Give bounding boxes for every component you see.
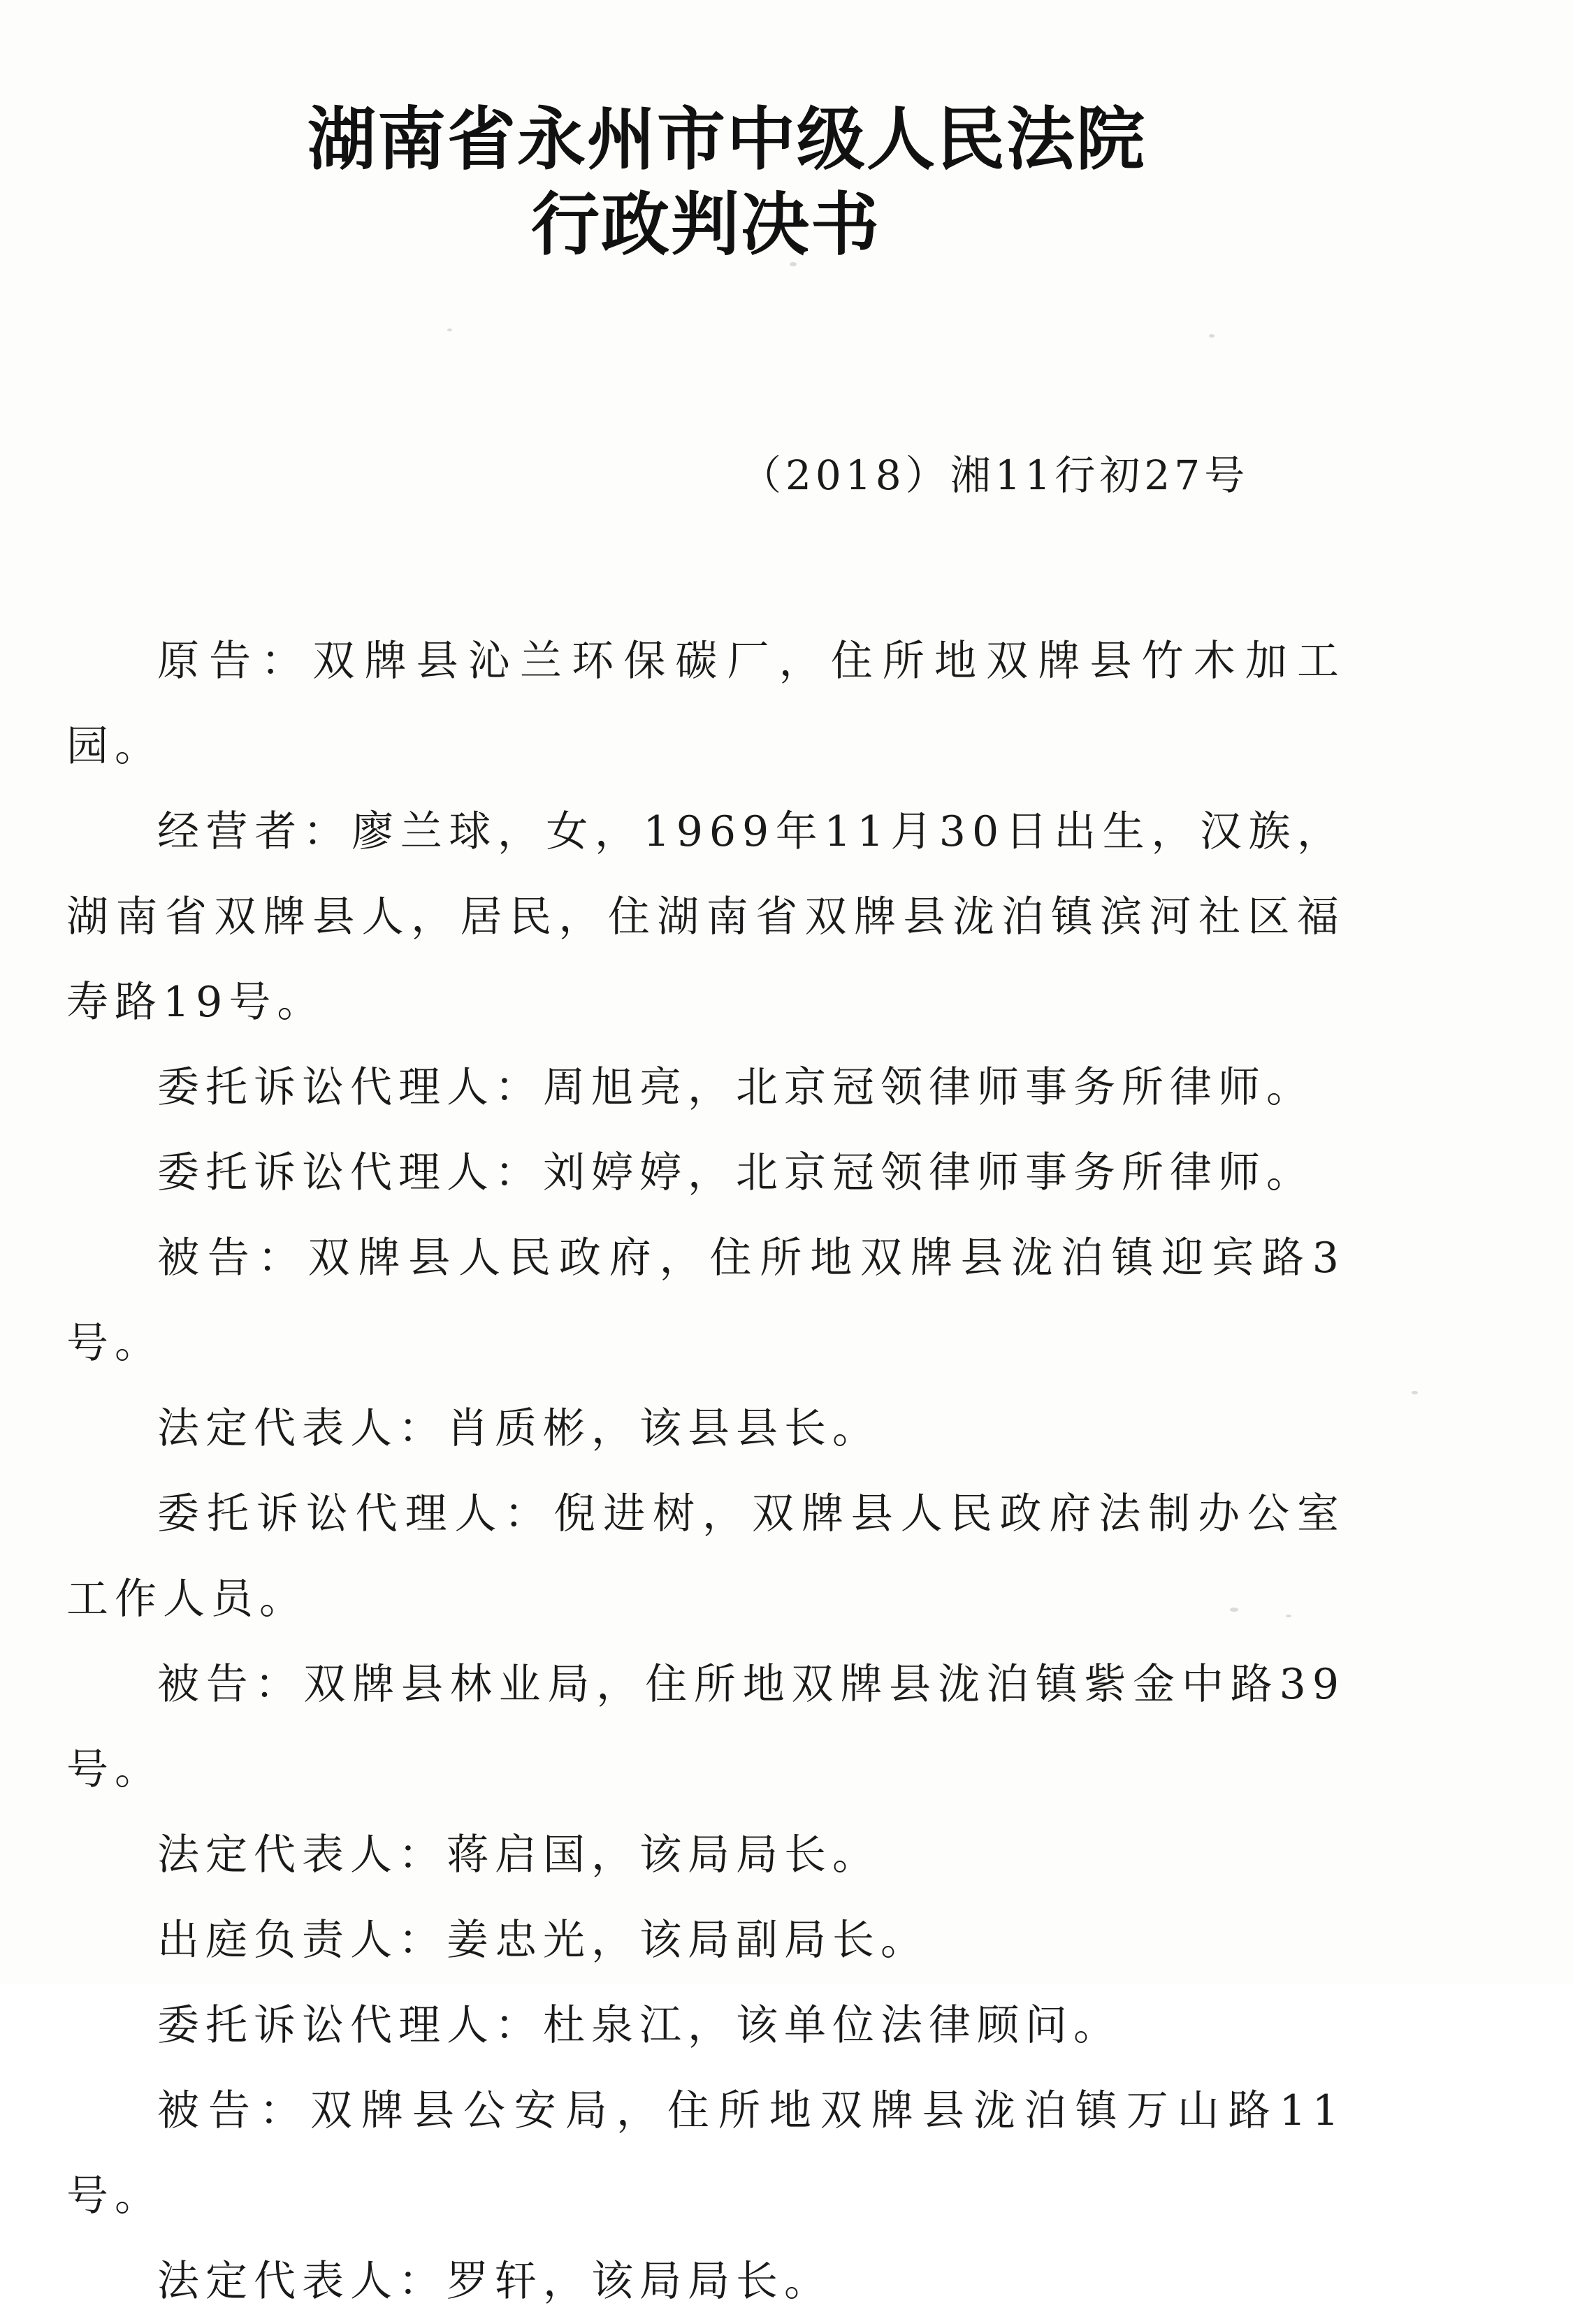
legal-representative-paragraph: 法定代表人：肖质彬，该县县长。: [157, 1404, 880, 1453]
case-number: （2018）湘11行初27号: [741, 452, 1249, 499]
scan-speck: [447, 329, 452, 331]
legal-representative-paragraph: 法定代表人：罗轩，该局局长。: [157, 2257, 832, 2306]
document-type-heading: 行政判决书: [531, 185, 881, 265]
plaintiff-agent-paragraph: 委托诉讼代理人：周旭亮，北京冠领律师事务所律师。: [157, 1063, 1314, 1112]
defendant-agent-paragraph: 委托诉讼代理人：倪进树，双牌县人民政府法制办公室工作人员。: [66, 1489, 1345, 1624]
plaintiff-agent-paragraph: 委托诉讼代理人：刘婷婷，北京冠领律师事务所律师。: [157, 1148, 1314, 1197]
party-list: [66, 619, 1345, 2324]
scan-speck: [1230, 1608, 1238, 1612]
defendant-paragraph: 被告：双牌县林业局，住所地双牌县泷泊镇紫金中路39号。: [66, 1660, 1345, 1794]
plaintiff-paragraph: 原告：双牌县沁兰环保碳厂，住所地双牌县竹木加工园。: [66, 637, 1345, 771]
legal-representative-paragraph: 法定代表人：蒋启国，该局局长。: [157, 1831, 880, 1879]
defendant-paragraph: 被告：双牌县人民政府，住所地双牌县泷泊镇迎宾路3号。: [66, 1234, 1345, 1368]
scan-speck: [1209, 334, 1215, 338]
scan-speck: [1286, 1615, 1291, 1617]
defendant-agent-paragraph: 委托诉讼代理人：杜泉江，该单位法律顾问。: [157, 2001, 1122, 2050]
court-appearance-paragraph: 出庭负责人：姜忠光，该局副局长。: [157, 1916, 929, 1965]
court-name-heading: 湖南省永州市中级人民法院: [307, 99, 1147, 180]
plaintiff-operator-paragraph: 经营者：廖兰球，女，1969年11月30日出生，汉族，湖南省双牌县人，居民，住湖南省双牌县泷泊镇滨河社区福寿路19号。: [66, 807, 1345, 1027]
defendant-paragraph: 被告：双牌县公安局，住所地双牌县泷泊镇万山路11号。: [66, 2086, 1345, 2221]
scan-speck: [790, 262, 797, 266]
scan-speck: [1412, 1391, 1418, 1394]
